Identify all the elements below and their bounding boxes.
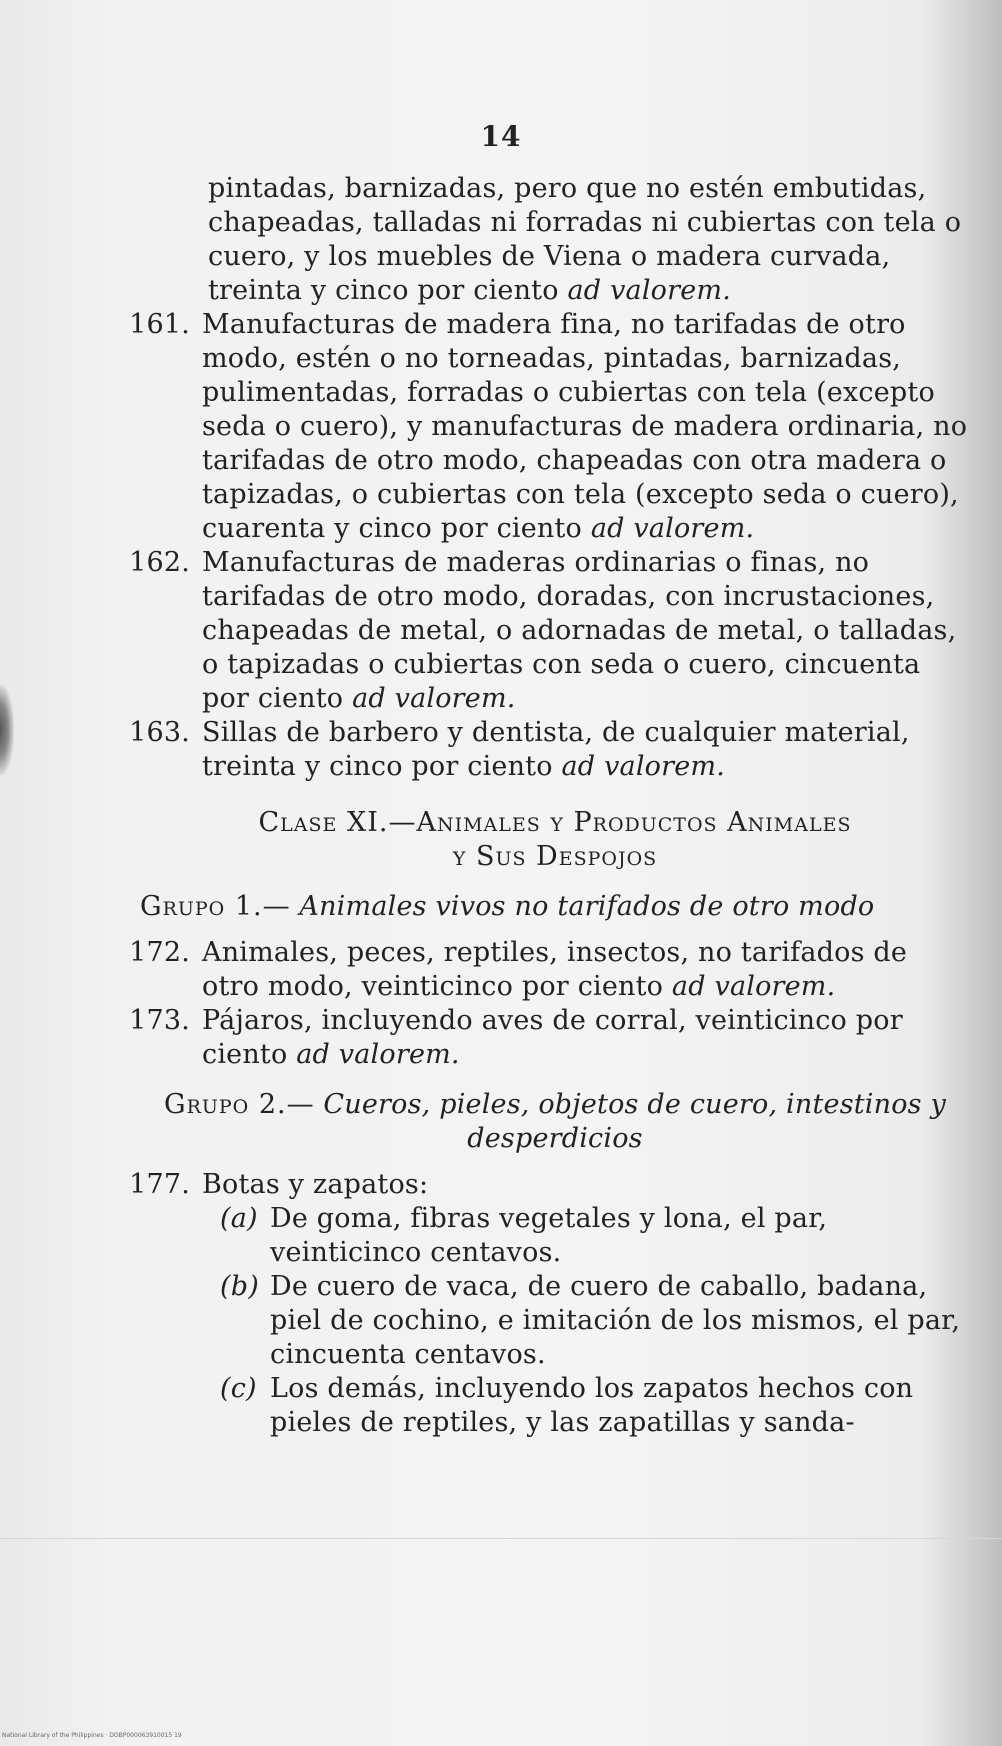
- item-number: 162.: [129, 547, 190, 578]
- group-label: Grupo 2.—: [164, 1089, 315, 1120]
- class-heading: [140, 806, 970, 874]
- item-tail: ad valorem.: [561, 751, 725, 782]
- subitem-letter: (c): [220, 1373, 257, 1404]
- group-1-heading: [140, 890, 970, 924]
- item-body-text: Pájaros, incluyendo aves de corral, veinticinco por ciento: [202, 1005, 903, 1070]
- item-number: 161.: [129, 309, 190, 340]
- scan-divider: [0, 1538, 1002, 1539]
- item-body-text: Animales, peces, reptiles, insectos, no tarifados de otro modo, veinticinco por ciento: [202, 937, 908, 1002]
- item-body-text: Sillas de barbero y dentista, de cualquier material, treinta y cinco por ciento: [202, 717, 910, 782]
- subitem-c: [220, 1372, 970, 1440]
- tariff-item-172: [110, 936, 970, 1004]
- item-body-text: Manufacturas de maderas ordinarias o finas, no tarifadas de otro modo, doradas, con incrustaciones, chapeadas de metal, o adornadas de metal, o talladas, o tapizadas o cubiertas con seda o cuero, cincuenta por ciento: [202, 547, 957, 714]
- intro-text: pintadas, barnizadas, pero que no estén embutidas, chapeadas, talladas ni forradas ni cubiertas con tela o cuero, y los muebles de Viena o madera curvada, treinta y cinco por ciento: [208, 173, 962, 306]
- item-number: 163.: [129, 717, 190, 748]
- item-text: [202, 936, 970, 1004]
- item-number: 177.: [129, 1169, 190, 1200]
- item-number: 172.: [129, 937, 190, 968]
- group-title: Cueros, pieles, objetos de cuero, intestinos y desperdicios: [323, 1089, 946, 1154]
- subitem-letter: (a): [220, 1203, 258, 1234]
- tariff-item-161: [110, 308, 970, 546]
- scan-footer: National Library of the Philippines · DOBP000063910015 19: [2, 1732, 182, 1739]
- item-tail: ad valorem.: [352, 683, 516, 714]
- subitem-text: De cuero de vaca, de cuero de caballo, badana, piel de cochino, e imitación de los mismos, el par, cincuenta centavos.: [270, 1271, 961, 1370]
- item-body-text: Manufacturas de madera fina, no tarifadas de otro modo, estén o no torneadas, pintadas, barnizadas, pulimentadas, forradas o cubiertas con tela (excepto seda o cuero), y manufacturas de madera ordinaria, no tarifadas de otro modo, chapeadas con otra madera o tapizadas, o cubiertas con tela (excepto seda o cuero), cuarenta y cinco por ciento: [202, 309, 968, 544]
- item-tail: ad valorem.: [590, 513, 755, 544]
- subitem-text: Los demás, incluyendo los zapatos hechos con pieles de reptiles, y las zapatillas y sanda-: [270, 1373, 914, 1438]
- tariff-item-162: [110, 546, 970, 716]
- subitem-text: De goma, fibras vegetales y lona, el par, veinticinco centavos.: [270, 1203, 828, 1268]
- tariff-item-163: [110, 716, 970, 784]
- intro-paragraph: [208, 172, 970, 308]
- item-tail: ad valorem.: [296, 1039, 460, 1070]
- subitem-b: [220, 1270, 970, 1372]
- item-text: [202, 308, 970, 546]
- page-body: [110, 172, 970, 1440]
- group-2-heading: [140, 1088, 970, 1156]
- class-heading-line2: y Sus Despojos: [452, 841, 658, 872]
- scan-edge-mark: [0, 685, 14, 775]
- item-text: [202, 546, 970, 716]
- page-number: 14: [480, 120, 522, 153]
- subitem-letter: (b): [220, 1271, 259, 1302]
- class-heading-line1: Clase XI.—Animales y Productos Animales: [258, 807, 852, 838]
- item-number: 173.: [129, 1005, 190, 1036]
- tariff-item-173: [110, 1004, 970, 1072]
- group-title: Animales vivos no tarifados de otro modo: [299, 891, 875, 922]
- intro-tail: ad valorem.: [567, 275, 731, 306]
- group-label: Grupo 1.—: [140, 891, 291, 922]
- item-tail: ad valorem.: [671, 971, 836, 1002]
- item-body-text: Botas y zapatos:: [202, 1169, 429, 1200]
- subitem-a: [220, 1202, 970, 1270]
- tariff-item-177: [110, 1168, 970, 1202]
- item-text: [202, 716, 970, 784]
- item-text: [202, 1004, 970, 1072]
